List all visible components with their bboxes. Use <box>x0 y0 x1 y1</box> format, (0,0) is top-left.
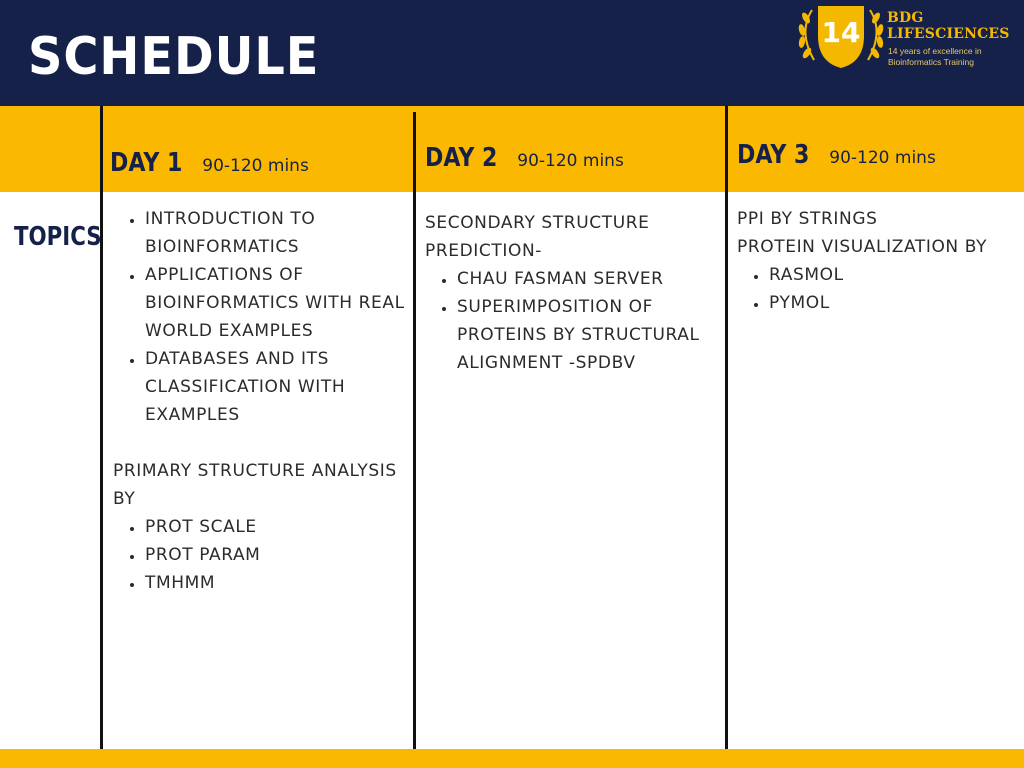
day-3-line-2: PROTEIN VISUALIZATION BY <box>737 237 988 257</box>
day-1-topic-list <box>113 205 411 429</box>
topics-row-label: TOPICS <box>14 222 102 252</box>
day-3-label: DAY 3 <box>737 140 810 170</box>
list-item: • TMHMM <box>144 569 411 597</box>
day-3-duration: 90-120 mins <box>829 148 936 168</box>
list-item: • APPLICATIONS OF BIOINFORMATICS WITH REAL WORLD EXAMPLES <box>144 261 411 345</box>
footer-band <box>0 749 1024 768</box>
list-item: • RASMOL <box>768 261 1019 289</box>
list-item: • SUPERIMPOSITION OF PROTEINS BY STRUCTURAL ALIGNMENT -SPDBV <box>456 293 717 377</box>
logo-tagline-line-1: 14 years of excellence in <box>888 46 982 56</box>
list-item: • PROT PARAM <box>144 541 411 569</box>
logo-number: 14 <box>821 16 861 49</box>
day-3-header <box>737 140 936 170</box>
day-2-topics <box>425 209 717 377</box>
column-divider <box>413 112 416 749</box>
logo-brand-name <box>887 10 1010 42</box>
day-1-duration: 90-120 mins <box>202 156 309 176</box>
day-3-topics <box>737 205 1019 317</box>
page-title: SCHEDULE <box>28 27 320 87</box>
logo-tagline-line-2: Bioinformatics Training <box>888 57 974 67</box>
day-2-duration: 90-120 mins <box>517 151 624 171</box>
day-2-subheading: SECONDARY STRUCTURE PREDICTION- <box>425 213 650 261</box>
logo-brand-line-2: LIFESCIENCES <box>887 26 1010 42</box>
list-item: • DATABASES AND ITS CLASSIFICATION WITH EXAMPLES <box>144 345 411 429</box>
list-item: • PYMOL <box>768 289 1019 317</box>
column-divider <box>100 106 103 749</box>
list-item: • PROT SCALE <box>144 513 411 541</box>
day-1-tool-list <box>113 513 411 597</box>
column-divider <box>725 106 728 749</box>
day-1-label: DAY 1 <box>110 148 183 178</box>
day-3-line-1: PPI BY STRINGS <box>737 209 878 229</box>
day-1-subheading: PRIMARY STRUCTURE ANALYSIS BY <box>113 461 397 509</box>
list-item: • CHAU FASMAN SERVER <box>456 265 717 293</box>
day-1-topics <box>113 205 411 597</box>
logo-brand-line-1: BDG <box>887 10 924 26</box>
day-2-header <box>425 143 624 173</box>
day-2-topic-list <box>425 265 717 377</box>
brand-logo <box>796 2 1022 72</box>
logo-tagline <box>888 46 1018 68</box>
day-1-header <box>110 148 309 178</box>
day-3-tool-list <box>737 261 1019 317</box>
list-item: • INTRODUCTION TO BIOINFORMATICS <box>144 205 411 261</box>
day-2-label: DAY 2 <box>425 143 498 173</box>
